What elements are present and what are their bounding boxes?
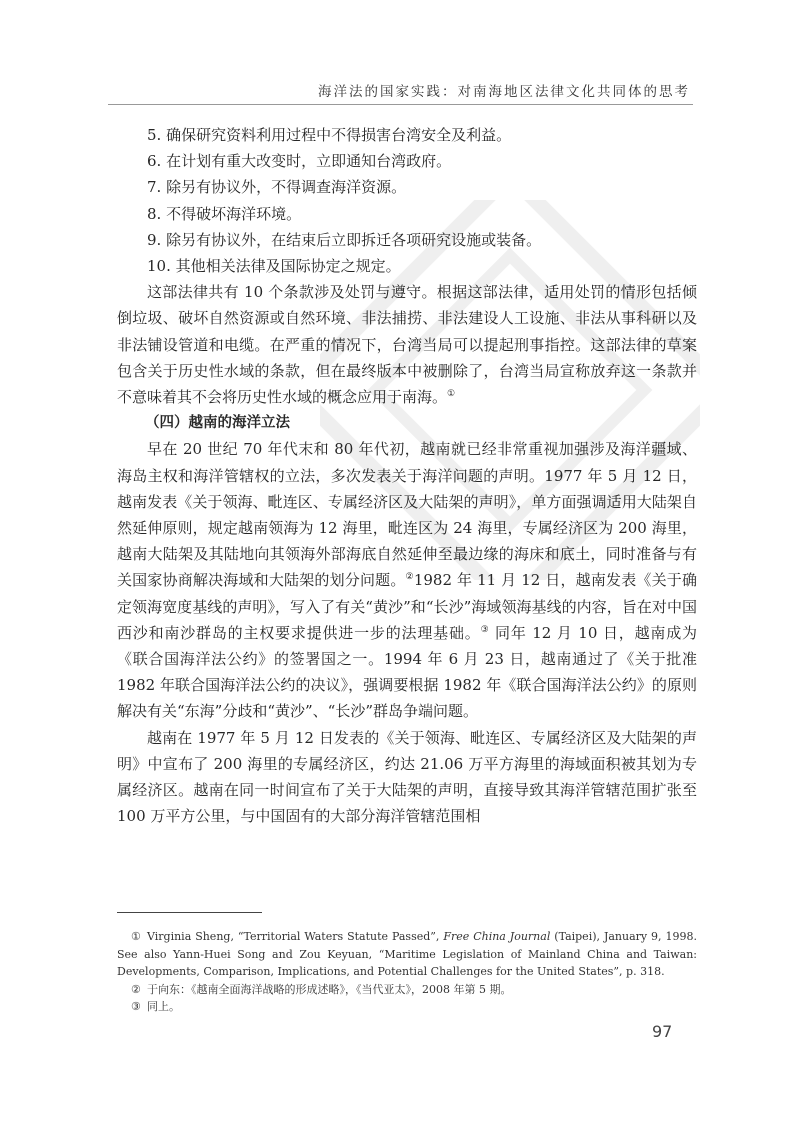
header-rule [108, 104, 693, 105]
footnote-text: Virginia Sheng, “Territorial Waters Statute Passed”, [147, 930, 444, 943]
footnote-mark: ① [131, 930, 141, 943]
paragraph-text: 早在 20 世纪 70 年代末和 80 年代初，越南就已经非常重视加强涉及海洋疆域、海岛主权和海洋管辖权的立法，多次发表关于海洋问题的声明。1977 年 5 月 12 日，越南发表《关于领海、毗连区、专属经济区及大陆架的声明》，单方面强调适用大陆架自然延伸原则，规定越南领海为 12 海里，毗连区为 24 海里，专属经济区为 200 海里，越南大陆架及其陆地向其领海外部海底自然延伸至最边缘的海床和底土，同时准备与有关国家协商解决海域和大陆架的划分问题。 [117, 440, 697, 590]
footnote-mark: ② [131, 982, 141, 996]
footnotes [117, 928, 697, 1016]
footnote-ref-3[interactable]: ③ [480, 624, 490, 635]
footnote-rule [117, 912, 262, 913]
list-item: 6. 在计划有重大改变时，立即通知台湾政府。 [147, 152, 452, 171]
section-heading: （四）越南的海洋立法 [145, 415, 290, 432]
page-number: 97 [652, 1022, 673, 1041]
running-title: 海洋法的国家实践：对南海地区法律文化共同体的思考 [318, 84, 690, 100]
footnote-3 [117, 998, 697, 1016]
paragraph-text: 这部法律共有 10 个条款涉及处罚与遵守。根据这部法律，适用处罚的情形包括倾倒垃圾、破坏自然资源或自然环境、非法捕捞、非法建设人工设施、非法从事科研以及非法铺设管道和电缆。在严重的情况下，台湾当局可以提起刑事指控。这部法律的草案包含关于历史性水域的条款，但在最终版本中被删除了，台湾当局宣称放弃这一条款并不意味着其不会将历史性水域的概念应用于南海。 [117, 283, 697, 407]
paragraph-text: 1982 年 11 月 12 日，越南发表《关于确定领海宽度基线的声明》，写入了有关“黄沙”和“长沙”海域领海基线的内容，旨在对中国西沙和南沙群岛的主权要求提供进一步的法理基础。 [117, 571, 697, 642]
footnote-2 [117, 981, 697, 999]
list-item: 10. 其他相关法律及国际协定之规定。 [147, 257, 401, 276]
footnote-ref-1[interactable]: ① [447, 389, 456, 400]
footnote-text: (Taipei), January 9, 1998. See also Yann-Huei Song and Zou Keyuan, “Maritime Legislation of Mainland China and Taiwan: Developments, Comparison, Implications, and Potential Challenges for the United States”, p. 318. [117, 930, 697, 978]
list-item: 5. 确保研究资料利用过程中不得损害台湾安全及利益。 [147, 126, 512, 144]
footnote-text: 同上。 [147, 1000, 180, 1013]
footnote-text: 于向东：《越南全面海洋战略的形成述略》，《当代亚太》，2008 年第 5 期。 [147, 982, 512, 996]
journal-title: Free China Journal [443, 930, 551, 943]
paragraph-text: 同年 12 月 10 日，越南成为《联合国海洋法公约》的签署国之一。1994 年 6 月 23 日，越南通过了《关于批准 1982 年联合国海洋法公约的决议》，强调要根据 1982 年《联合国海洋法公约》的原则解决有关“东海”分歧和“黄沙”、“长沙”群岛争端问题。 [117, 623, 698, 721]
paragraph-vietnam-legislation [117, 436, 697, 724]
paragraph-vietnam-eez: 越南在 1977 年 5 月 12 日发表的《关于领海、毗连区、专属经济区及大陆架的声明》中宣布了 200 海里的专属经济区，约达 21.06 万平方海里的海域面积被其划为专属经济区。越南在同一时间宣布了关于大陆架的声明，直接导致其海洋管辖范围扩张至 100 万平方公里，与中国固有的大部分海洋管辖范围相 [117, 728, 697, 826]
list-item: 7. 除另有协议外，不得调查海洋资源。 [147, 178, 407, 197]
list-item: 9. 除另有协议外，在结束后立即拆迁各项研究设施或装备。 [147, 230, 542, 249]
main-text [117, 122, 697, 829]
paragraph-taiwan-law [117, 279, 697, 410]
footnote-ref-2[interactable]: ② [405, 572, 414, 583]
footnote-mark: ③ [131, 1000, 141, 1013]
footnote-1 [117, 928, 697, 981]
list-item: 8. 不得破坏海洋环境。 [147, 204, 302, 223]
